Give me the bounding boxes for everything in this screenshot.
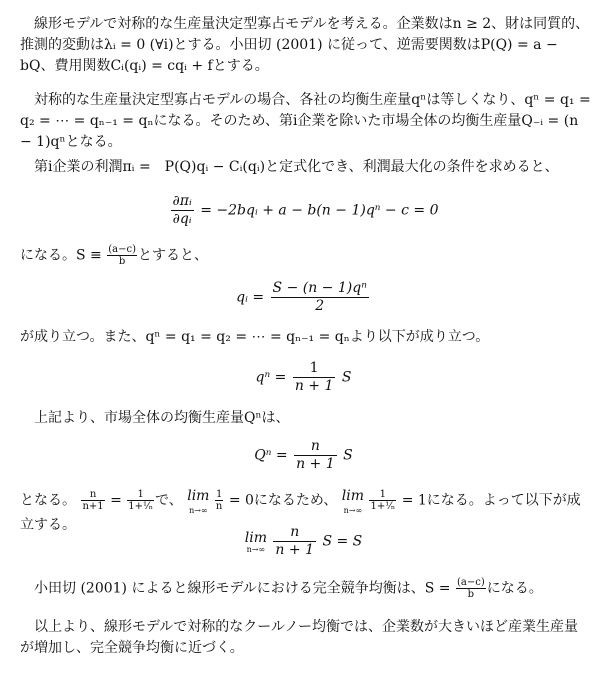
equation-fraction: $\frac{n}{n + 1}$ <box>296 438 335 472</box>
equation-fraction: $\frac{\text{∂πᵢ}}{\text{∂qᵢ}}$ <box>172 193 192 227</box>
paragraph-conclusion: 以上より、線形モデルで対称的なクールノー均衡では、企業数が大きいほど産業生産量が増加し、完全競争均衡に近づく。 <box>20 619 579 656</box>
equation-fraction: $\frac{1}{n + 1}$ <box>294 360 334 394</box>
equation-fraction: $\frac{\text{S − (n − 1)qⁿ}}{2}$ <box>272 280 367 314</box>
equation-market-output: Qⁿ = $\frac{n}{n + 1}$ S <box>254 438 353 472</box>
paragraph-profit: 第i企業の利潤πᵢ = P(Q)qᵢ − Cᵢ(qᵢ)と定式化でき、利潤最大化の条件を求めると、 <box>20 159 559 175</box>
equation-first-order-condition: $\frac{\text{∂πᵢ}}{\text{∂qᵢ}}$ = −2bqᵢ + a − b(n − 1)qⁿ − c = 0 <box>172 193 439 227</box>
limit-operator: lim n→∞ <box>187 488 210 515</box>
limit-operator: lim n→∞ <box>244 529 267 554</box>
paragraph-symmetry: が成り立つ。また、qⁿ = q₁ = q₂ = ⋯ = qₙ₋₁ = qₙより以下が成り立つ。 <box>20 329 490 345</box>
inline-fraction: $\frac{n}{n+1}$ <box>82 489 104 512</box>
limit-operator: lim n→∞ <box>341 488 365 515</box>
equation-fraction: $\frac{n}{n + 1}$ <box>275 524 314 558</box>
paragraph-model-setup: 線形モデルで対称的な生産量決定型寡占モデルを考える。企業数はn ≥ 2、財は同質的、推測的変動はλᵢ = 0 (∀i)とする。小田切 (2001) に従って、逆需要関数はP(Q) = a − bQ、費用関数Cᵢ(qᵢ) = cqᵢ + fとする。 <box>20 16 590 74</box>
inline-fraction: $\frac{1}{\text{1+¹⁄ₙ}}$ <box>370 489 396 512</box>
paragraph-perfect-competition: 小田切 (2001) によると線形モデルにおける完全競争均衡は、S = $\frac{(a-c)}{b}$ になる。 <box>20 577 543 600</box>
paragraph-define-s: になる。S ≡ $\frac{(a-c)}{b}$ とすると、 <box>20 244 208 267</box>
inline-fraction: $\frac{(a-c)}{b}$ <box>456 577 485 600</box>
inline-fraction: $\frac{(a-c)}{b}$ <box>108 244 136 267</box>
inline-fraction: $\frac{1}{n}$ <box>215 489 223 512</box>
paragraph-limit: となる。 $\frac{n}{n+1}$ = $\frac{1}{\text{1+¹⁄ₙ}}$ で、 lim n→∞ $\frac{1}{n}$ = 0になるため、 lim n→∞ $\frac{1}{\text{1+¹⁄ₙ}}$ = 1になる。よって以下が成立する。 <box>20 488 581 533</box>
equation-firm-output: qⁿ = $\frac{1}{n + 1}$ S <box>255 360 352 394</box>
equation-limit: lim n→∞ $\frac{n}{n + 1}$ S = S <box>244 524 363 558</box>
equation-reaction: qᵢ = $\frac{\text{S − (n − 1)qⁿ}}{2}$ <box>236 280 367 314</box>
inline-fraction: $\frac{1}{\text{1+¹⁄ₙ}}$ <box>128 489 154 512</box>
paragraph-market-output: 上記より、市場全体の均衡生産量Qⁿは、 <box>20 410 290 426</box>
paragraph-symmetric-equilibrium: 対称的な生産量決定型寡占モデルの場合、各社の均衡生産量qⁿは等しくなり、qⁿ = q₁ = q₂ = ⋯ = qₙ₋₁ = qₙになる。そのため、第i企業を除いた市場全体の均衡生産量Q₋ᵢ = (n − 1)qⁿとなる。 <box>20 92 591 150</box>
